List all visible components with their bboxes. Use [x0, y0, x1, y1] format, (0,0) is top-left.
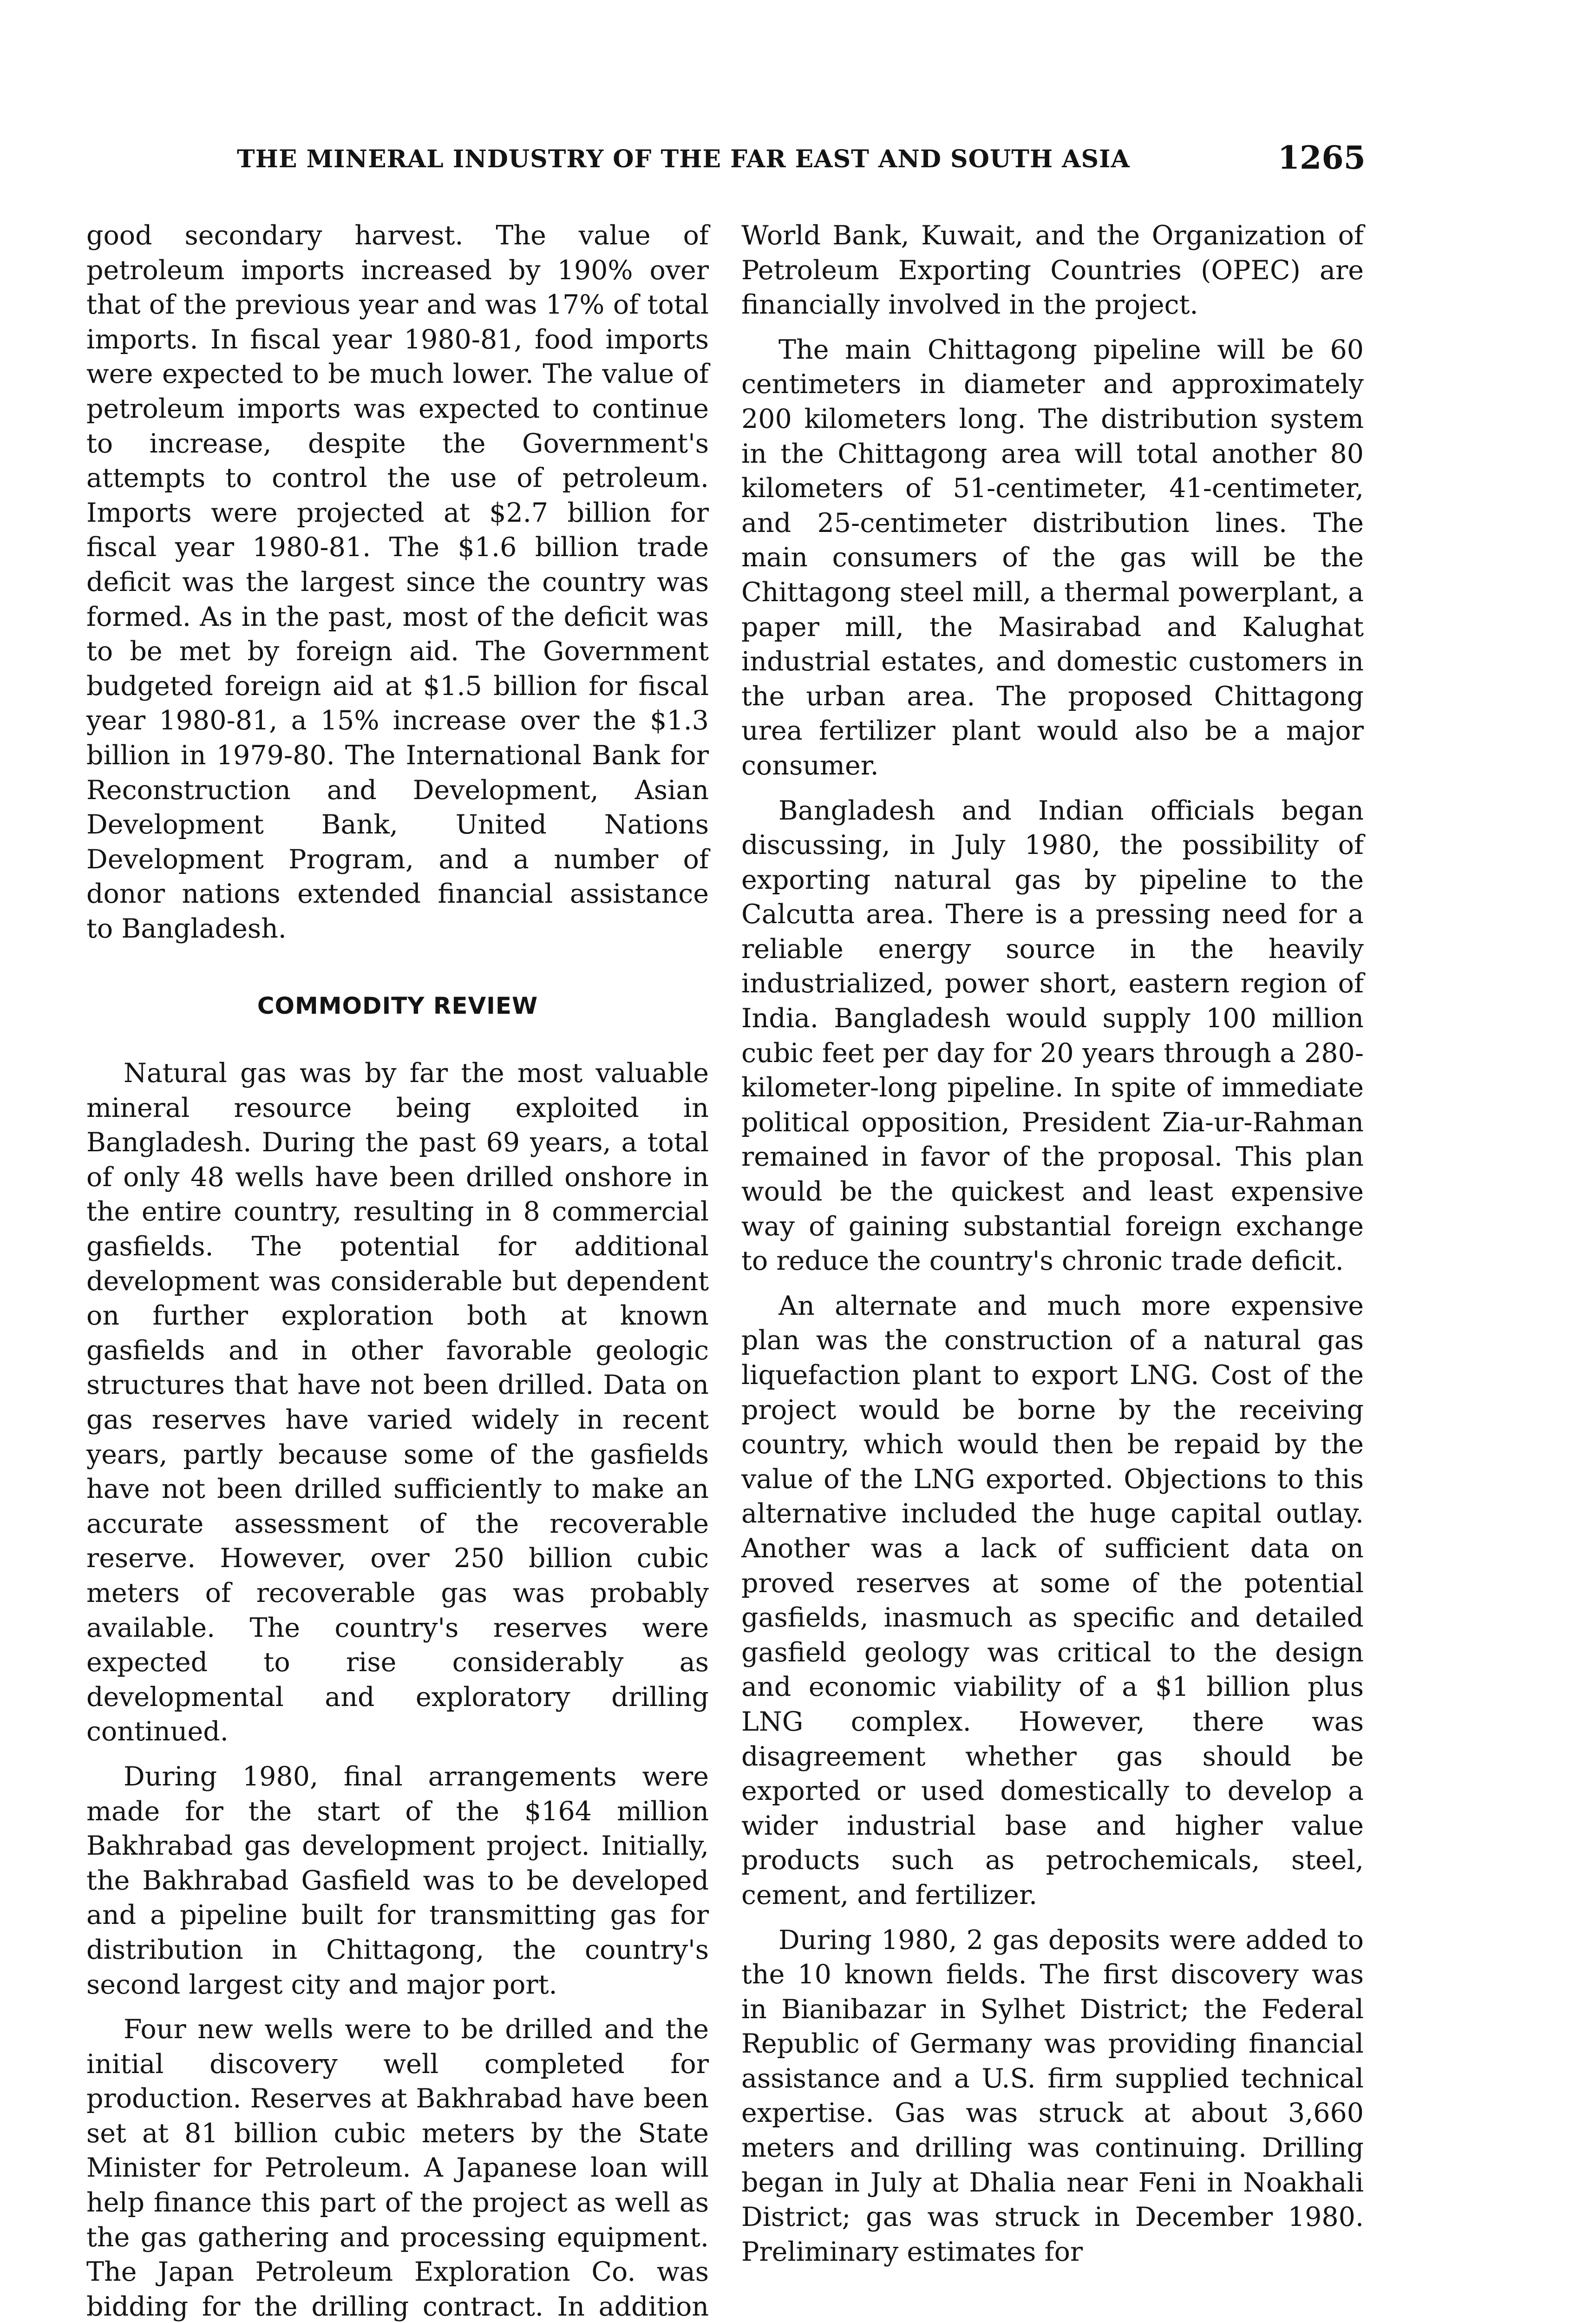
section-heading: COMMODITY REVIEW	[257, 992, 538, 1020]
left-column	[86, 218, 709, 2323]
paragraph: During 1980, 2 gas deposits were added to the 10 known fields. The first discovery was in Bianibazar in Sylhet District; the Federal Republic of Germany was providing financial assistance and a U.S. firm supplied technical expertise. Gas was struck at about 3,660 meters and drilling was continuing. Drilling began in July at Dhalia near Feni in Noakhali District; gas was struck in December 1980. Preliminary estimates for	[741, 1924, 1364, 2267]
page-number: 1265	[1277, 139, 1366, 177]
paragraph: The main Chittagong pipeline will be 60 centimeters in diameter and approximately 200 kilometers long. The distribution system in the Chittagong area will total another 80 kilometers of 51-centimeter, 41-centimeter, and 25-centimeter distribution lines. The main consumers of the gas will be the Chittagong steel mill, a thermal powerplant, a paper mill, the Masirabad and Kalughat industrial estates, and domestic customers in the urban area. The proposed Chittagong urea fertilizer plant would also be a major consumer.	[741, 334, 1364, 781]
paragraph: World Bank, Kuwait, and the Organization of Petroleum Exporting Countries (OPEC) are financially involved in the project.	[741, 220, 1364, 321]
paragraph: An alternate and much more expensive plan was the construction of a natural gas liquefaction plant to export LNG. Cost of the project would be borne by the receiving country, which would then be repaid by the value of the LNG exported. Objections to this alternative included the huge capital outlay. Another was a lack of sufficient data on proved reserves at some of the potential gasfields, inasmuch as specific and detailed gasfield geology was critical to the design and economic viability of a $1 billion plus LNG complex. However, there was disagreement whether gas should be exported or used domestically to develop a wider industrial base and higher value products such as petrochemicals, steel, cement, and fertilizer.	[741, 1290, 1364, 1910]
paragraph: Four new wells were to be drilled and the initial discovery well completed for production. Reserves at Bakhrabad have been set at 81 billion cubic meters by the State Minister for Petroleum. A Japanese loan will help finance this part of the project as well as the gas gathering and processing equipment. The Japan Petroleum Exploration Co. was bidding for the drilling contract. In addition	[86, 2014, 709, 2322]
right-column	[741, 218, 1364, 2269]
paragraph: During 1980, final arrangements were made for the start of the $164 million Bakhrabad gas development project. Initially, the Bakhrabad Gasfield was to be developed and a pipeline built for transmitting gas for distribution in Chittagong, the country's second largest city and major port.	[86, 1761, 709, 2000]
paragraph: Bangladesh and Indian officials began discussing, in July 1980, the possibility of exporting natural gas by pipeline to the Calcutta area. There is a pressing need for a reliable energy source in the heavily industrialized, power short, eastern region of India. Bangladesh would supply 100 million cubic feet per day for 20 years through a 280-kilometer-long pipeline. In spite of immediate political opposition, President Zia-ur-Rahman remained in favor of the proposal. This plan would be the quickest and least expensive way of gaining substantial foreign exchange to reduce the country's chronic trade deficit.	[741, 795, 1364, 1277]
paragraph: good secondary harvest. The value of petroleum imports increased by 190% over that of the previous year and was 17% of total imports. In fiscal year 1980-81, food imports were expected to be much lower. The value of petroleum imports was expected to continue to increase, despite the Government's attempts to control the use of petroleum. Imports were projected at $2.7 billion for fiscal year 1980-81. The $1.6 billion trade deficit was the largest since the country was formed. As in the past, most of the deficit was to be met by foreign aid. The Government budgeted foreign aid at $1.5 billion for fiscal year 1980-81, a 15% increase over the $1.3 billion in 1979-80. The International Bank for Reconstruction and Development, Asian Development Bank, United Nations Development Program, and a number of donor nations extended financial assistance to Bangladesh.	[86, 220, 709, 944]
running-title: THE MINERAL INDUSTRY OF THE FAR EAST AND SOUTH ASIA	[237, 145, 1130, 173]
running-header	[237, 139, 1366, 181]
paragraph: Natural gas was by far the most valuable mineral resource being exploited in Bangladesh. During the past 69 years, a total of only 48 wells have been drilled onshore in the entire country, resulting in 8 commercial gasfields. The potential for additional development was considerable but dependent on further exploration both at known gasfields and in other favorable geologic structures that have not been drilled. Data on gas reserves have varied widely in recent years, partly because some of the gasfields have not been drilled sufficiently to make an accurate assessment of the recoverable reserve. However, over 250 billion cubic meters of recoverable gas was probably available. The country's reserves were expected to rise considerably as developmental and exploratory drilling continued.	[86, 1058, 709, 1747]
